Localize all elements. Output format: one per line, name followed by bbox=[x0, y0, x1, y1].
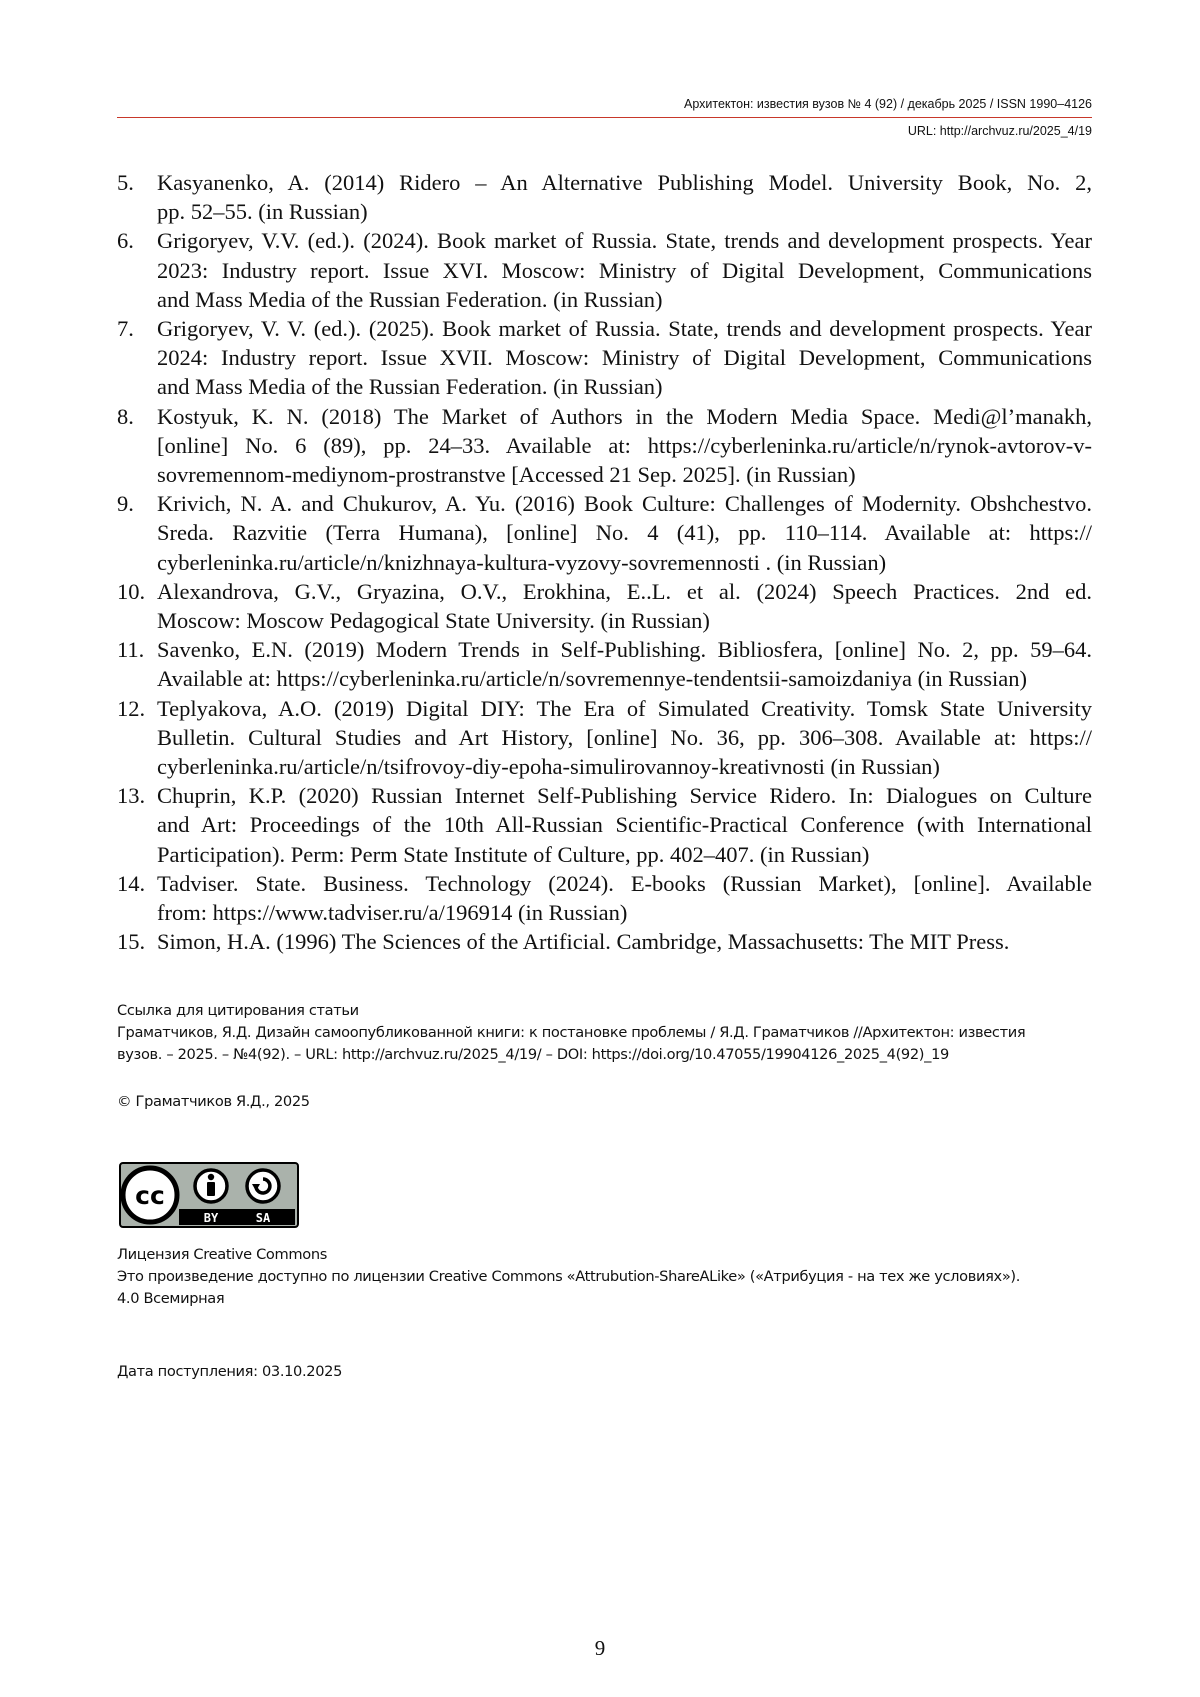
citation-block bbox=[117, 1000, 1092, 1066]
reference-item bbox=[117, 635, 1092, 693]
cc-letters: cc bbox=[135, 1181, 165, 1210]
reference-number: 13. bbox=[117, 783, 146, 809]
cc-by-label: BY bbox=[203, 1211, 219, 1225]
reference-number: 5. bbox=[117, 170, 134, 195]
reference-item bbox=[117, 226, 1092, 314]
reference-number: 6. bbox=[117, 228, 134, 254]
reference-list bbox=[117, 168, 1092, 956]
header-rule bbox=[117, 117, 1092, 118]
reference-text-line: Simon, H.A. (1996) The Sciences of the Artificial. Cambridge, Massachusetts: The MIT Press. bbox=[157, 929, 1010, 955]
reference-item bbox=[117, 781, 1092, 869]
reference-number: 10. bbox=[117, 578, 146, 604]
reference-text-line: cyberleninka.ru/article/n/knizhnaya-kultura-vyzovy-sovremennosti . (in Russian) bbox=[157, 549, 887, 575]
reference-text-line: sovremennom-mediynom-prostranstve [Accessed 21 Sep. 2025]. (in Russian) bbox=[157, 462, 856, 488]
reference-text-line: Alexandrova, G.V., Gryazina, O.V., Erokhina, E..L. et al. (2024) Speech Practices. 2nd ed. bbox=[157, 578, 1092, 604]
citation-heading: Ссылка для цитирования статьи bbox=[117, 1002, 359, 1019]
article-url: URL: http://archvuz.ru/2025_4/19 bbox=[907, 124, 1092, 138]
reference-text-line: Teplyakova, A.O. (2019) Digital DIY: The Era of Simulated Creativity. Tomsk State University bbox=[157, 695, 1092, 721]
reference-text-line: 2023: Industry report. Issue XVI. Moscow: Ministry of Digital Development, Communications bbox=[157, 257, 1092, 283]
cc-sa-label: SA bbox=[255, 1211, 271, 1225]
reference-text-line: and Mass Media of the Russian Federation. (in Russian) bbox=[157, 286, 663, 312]
reference-item bbox=[117, 869, 1092, 927]
reference-text-line: cyberleninka.ru/article/n/tsifrovoy-diy-epoha-simulirovannoy-kreativnosti (in Russian) bbox=[157, 754, 940, 780]
reference-text-line: Participation). Perm: Perm State Institute of Culture, pp. 402–407. (in Russian) bbox=[157, 841, 870, 867]
reference-number: 15. bbox=[117, 929, 146, 955]
license-text: Это произведение доступно по лицензии Creative Commons «Attrubution-ShareALike» («Атрибуция - на тех же условиях»). bbox=[117, 1268, 1021, 1285]
license-title[interactable]: Лицензия Creative Commons bbox=[117, 1246, 327, 1263]
reference-text-line: Kostyuk, K. N. (2018) The Market of Authors in the Modern Media Space. Medi@l’manakh, bbox=[157, 403, 1092, 429]
reference-item bbox=[117, 168, 1092, 226]
page-number: 9 bbox=[594, 1636, 606, 1660]
received-date: Дата поступления: 03.10.2025 bbox=[117, 1363, 343, 1380]
reference-text-line: Krivich, N. A. and Chukurov, A. Yu. (2016) Book Culture: Challenges of Modernity. Obshchestvo. bbox=[157, 491, 1092, 517]
license-block bbox=[117, 1244, 1117, 1310]
reference-item bbox=[117, 577, 1092, 635]
reference-number: 12. bbox=[117, 695, 146, 721]
reference-number: 9. bbox=[117, 491, 134, 517]
reference-number: 8. bbox=[117, 403, 134, 429]
reference-text-line: Chuprin, K.P. (2020) Russian Internet Self-Publishing Service Ridero. In: Dialogues on Culture bbox=[157, 783, 1092, 809]
reference-text-line: and Mass Media of the Russian Federation. (in Russian) bbox=[157, 374, 663, 400]
reference-text-line: Bulletin. Cultural Studies and Art History, [online] No. 36, pp. 306–308. Available at: https:// bbox=[157, 724, 1092, 750]
reference-item bbox=[117, 694, 1092, 782]
reference-text-line: and Art: Proceedings of the 10th All-Russian Scientific-Practical Conference (with International bbox=[157, 812, 1092, 838]
reference-text-line: Savenko, E.N. (2019) Modern Trends in Self-Publishing. Bibliosfera, [online] No. 2, pp. 59–64. bbox=[157, 637, 1092, 663]
cc-by-sa-icon[interactable] bbox=[119, 1162, 299, 1228]
reference-item bbox=[117, 489, 1092, 577]
reference-number: 7. bbox=[117, 316, 134, 342]
reference-number: 14. bbox=[117, 870, 146, 896]
reference-text-line: Available at: https://cyberleninka.ru/article/n/sovremennye-tendentsii-samoizdaniya (in Russian) bbox=[157, 666, 1027, 692]
reference-text-line: from: https://www.tadviser.ru/a/196914 (in Russian) bbox=[157, 900, 628, 926]
license-version: 4.0 Всемирная bbox=[117, 1290, 225, 1307]
journal-title: Архитектон: известия вузов № 4 (92) / декабрь 2025 / ISSN 1990–4126 bbox=[684, 97, 1092, 111]
reference-number: 11. bbox=[117, 637, 145, 663]
reference-text-line: Grigoryev, V. V. (ed.). (2025). Book market of Russia. State, trends and development prospects. Year bbox=[157, 316, 1092, 342]
reference-text-line: Grigoryev, V.V. (ed.). (2024). Book market of Russia. State, trends and development prospects. Year bbox=[157, 228, 1092, 254]
citation-line-1: Граматчиков, Я.Д. Дизайн самоопубликованной книги: к постановке проблемы / Я.Д. Граматчиков //Архитектон: известия bbox=[117, 1024, 1026, 1041]
reference-text-line: Kasyanenko, A. (2014) Ridero – An Alternative Publishing Model. University Book, No. 2, bbox=[157, 170, 1092, 195]
copyright-notice: © Граматчиков Я.Д., 2025 bbox=[117, 1093, 310, 1110]
reference-text-line: [online] No. 6 (89), pp. 24–33. Available at: https://cyberleninka.ru/article/n/rynok-avtorov-v- bbox=[157, 432, 1092, 458]
reference-text-line: Sreda. Razvitie (Terra Humana), [online] No. 4 (41), pp. 110–114. Available at: https:// bbox=[157, 520, 1092, 546]
reference-item bbox=[117, 402, 1092, 490]
reference-text-line: 2024: Industry report. Issue XVII. Moscow: Ministry of Digital Development, Communications bbox=[157, 345, 1092, 371]
reference-text-line: pp. 52–55. (in Russian) bbox=[157, 199, 368, 225]
citation-line-2: вузов. – 2025. – №4(92). – URL: http://archvuz.ru/2025_4/19/ – DOI: https://doi.org/10.47055/19904126_2025_4(92)_19 bbox=[117, 1046, 949, 1063]
reference-item bbox=[117, 314, 1092, 402]
reference-item bbox=[117, 927, 1092, 956]
reference-text-line: Moscow: Moscow Pedagogical State University. (in Russian) bbox=[157, 608, 710, 634]
reference-text-line: Tadviser. State. Business. Technology (2024). E-books (Russian Market), [online]. Available bbox=[157, 870, 1092, 896]
running-header bbox=[117, 96, 1092, 139]
